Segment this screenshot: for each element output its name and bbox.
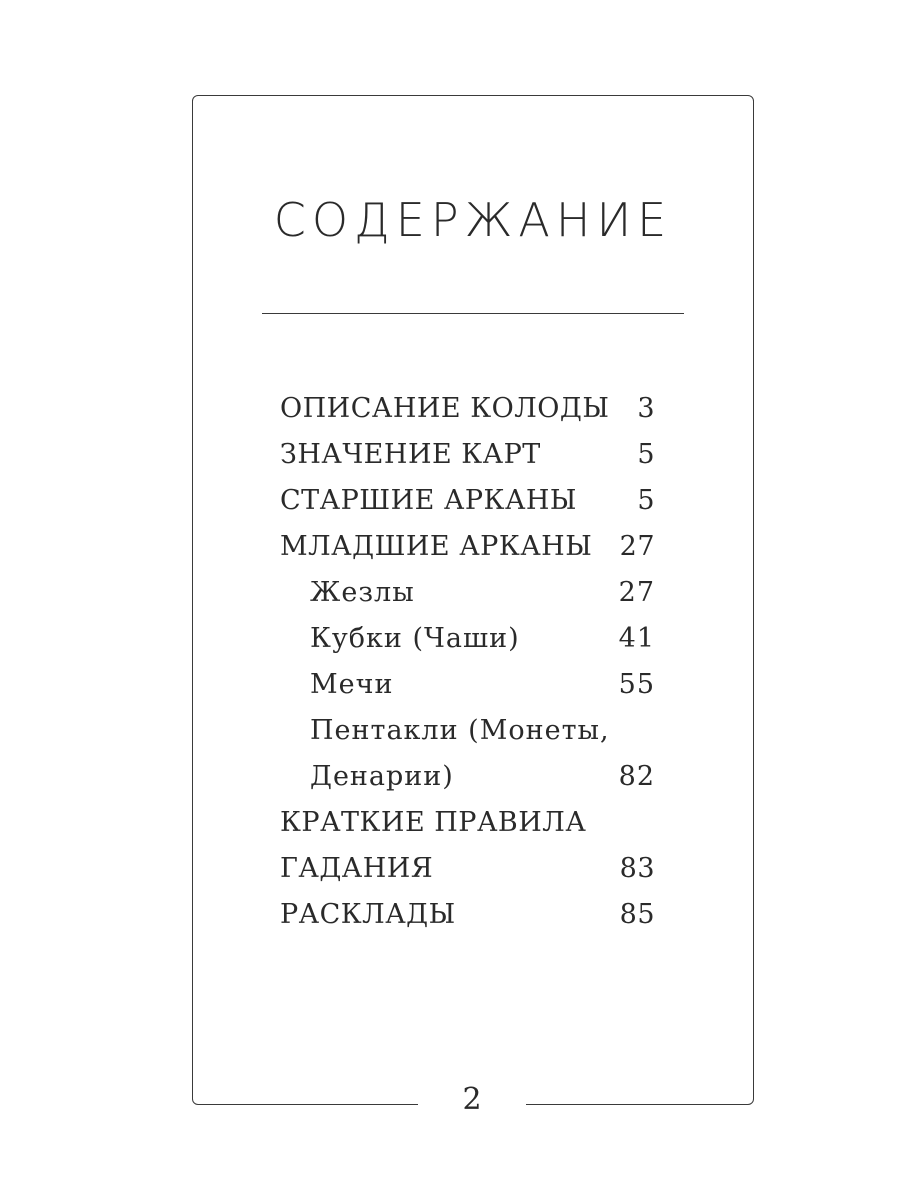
toc-entry-spreads[interactable] — [280, 892, 655, 938]
toc-entry-major-arcana[interactable] — [280, 478, 655, 524]
toc-entry-page: 85 — [619, 899, 655, 930]
toc-entry-page: 5 — [637, 485, 655, 516]
toc-entry-minor-arcana[interactable] — [280, 524, 655, 570]
toc-entry-page: 5 — [637, 439, 655, 470]
toc-entry-page: 82 — [618, 761, 655, 792]
toc-entry-label: КРАТКИЕ ПРАВИЛА — [280, 807, 587, 838]
toc-subentry-cups[interactable] — [280, 616, 655, 662]
toc-entry-label: Мечи — [310, 669, 394, 700]
toc-entry-label: ОПИСАНИЕ КОЛОДЫ — [280, 393, 610, 424]
toc-entry-label: Кубки (Чаши) — [310, 623, 520, 654]
toc-entry-label: Пентакли (Монеты, — [310, 715, 610, 746]
toc-entry-page: 41 — [618, 623, 655, 654]
title-divider — [262, 313, 684, 314]
toc-entry-page: 3 — [637, 393, 655, 424]
toc-subentry-wands[interactable] — [280, 570, 655, 616]
toc-entry-divination-rules-line2[interactable] — [280, 846, 655, 892]
toc-entry-divination-rules-line1[interactable] — [280, 800, 655, 846]
toc-entry-page: 27 — [619, 531, 655, 562]
page-number: 2 — [462, 1082, 482, 1117]
toc-entry-label: МЛАДШИЕ АРКАНЫ — [280, 531, 593, 562]
toc-subentry-pentacles-line2[interactable] — [280, 754, 655, 800]
toc-entry-page: 83 — [619, 853, 655, 884]
toc-entry-label: Жезлы — [310, 577, 415, 608]
toc-entry-card-meanings[interactable] — [280, 432, 655, 478]
toc-subentry-pentacles-line1[interactable] — [280, 708, 655, 754]
toc-entry-label: СТАРШИЕ АРКАНЫ — [280, 485, 577, 516]
toc-entry-label: ГАДАНИЯ — [280, 853, 434, 884]
toc-entry-deck-description[interactable] — [280, 386, 655, 432]
toc-subentry-swords[interactable] — [280, 662, 655, 708]
toc-entry-label: ЗНАЧЕНИЕ КАРТ — [280, 439, 541, 470]
toc-entry-label: РАСКЛАДЫ — [280, 899, 456, 930]
table-of-contents — [280, 386, 655, 938]
page-title: СОДЕРЖАНИЕ — [273, 193, 673, 247]
toc-entry-page: 27 — [618, 577, 655, 608]
toc-entry-label: Денарии) — [310, 761, 454, 792]
toc-entry-page: 55 — [618, 669, 655, 700]
